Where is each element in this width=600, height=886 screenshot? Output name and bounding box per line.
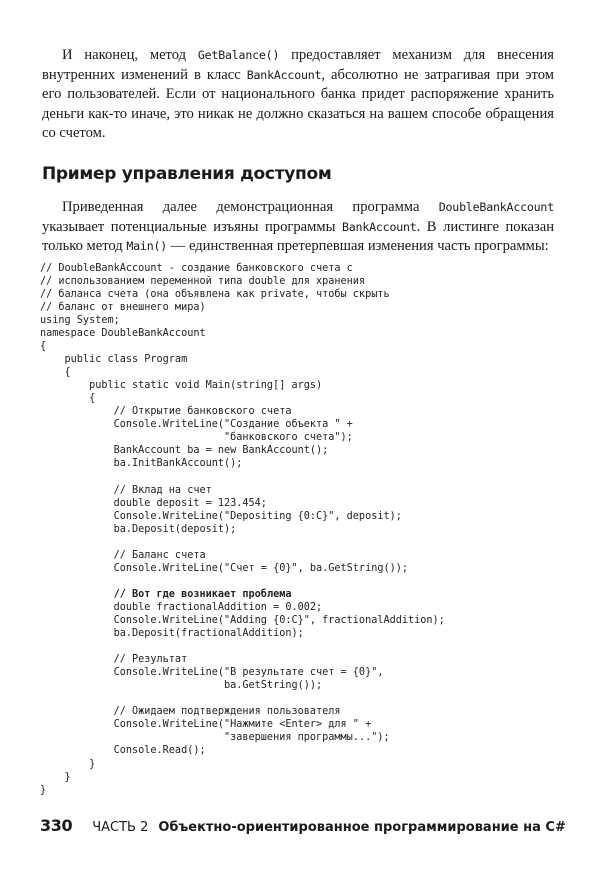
- section-heading: Пример управления доступом: [42, 163, 332, 184]
- intro-text-1: И наконец, метод: [62, 47, 198, 63]
- intro-code-getbalance: GetBalance(): [197, 48, 280, 62]
- page-content: [42, 46, 554, 797]
- chapter-title: Объектно-ориентированное программирование на C#: [158, 820, 566, 835]
- section-text-4: — единственная претерпевшая изменения часть программы:: [167, 238, 549, 255]
- page-number: 330: [40, 816, 73, 835]
- intro-text-3: , абсолютно не затрагивая при этом его пользователей. Если от национального банка придет распоряжение хранить деньги как-то иначе, это никак не должно сказаться на вашем способе обращения со счетом.: [42, 66, 554, 142]
- code-highlight-comment: // Вот где возникает проблема: [113, 588, 292, 600]
- intro-paragraph: [42, 46, 554, 144]
- section-text-3: . В листинге показан только метод: [42, 218, 555, 255]
- code-listing: [40, 262, 554, 797]
- code-listing-part-1: // DoubleBankAccount - создание банковского счета с // использованием переменной типа double для хранения // баланса счета (она объявлена как private, чтобы скрыть // баланс от внешнего мира) using System; namespace DoubleBankAccount { public class Program { public static void Main(string[] args) { // Открытие банковского счета Console.WriteLine("Создание объекта " + "банковского счета"); BankAccount ba = new BankAccount(); ba.InitBankAccount(); // Вклад на счет double deposit = 123.454; Console.WriteLine("Depositing {0:C}", deposit); ba.Deposit(deposit); // Баланс счета Console.WriteLine("Счет = {0}", ba.GetString());: [40, 262, 409, 574]
- part-label: ЧАСТЬ 2: [92, 820, 149, 835]
- section-code-bankaccount: BankAccount: [341, 219, 417, 234]
- section-text-1: Приведенная далее демонстрационная программа: [62, 198, 439, 215]
- code-listing-part-2: double fractionalAddition = 0.002; Console.WriteLine("Adding {0:C}", fractionalAddition); ba.Deposit(fractionalAddition); // Результат Console.WriteLine("В результате счет = {0}", ba.GetString()); // Ожидаем подтверждения пользователя Console.WriteLine("Нажмите <Enter> для " + "завершения программы..."); Console.Read(); } } }: [40, 601, 445, 796]
- intro-code-bankaccount: BankAccount: [246, 67, 322, 82]
- intro-text-2: предоставляет механизм для внесения внутренних изменений в класс: [42, 47, 554, 83]
- section-code-doublebankaccount: DoubleBankAccount: [438, 199, 554, 214]
- page-footer: [40, 816, 566, 835]
- section-code-main: Main(): [126, 239, 168, 254]
- section-text-2: указывает потенциальные изъяны программы: [42, 218, 342, 235]
- section-paragraph: [42, 198, 554, 257]
